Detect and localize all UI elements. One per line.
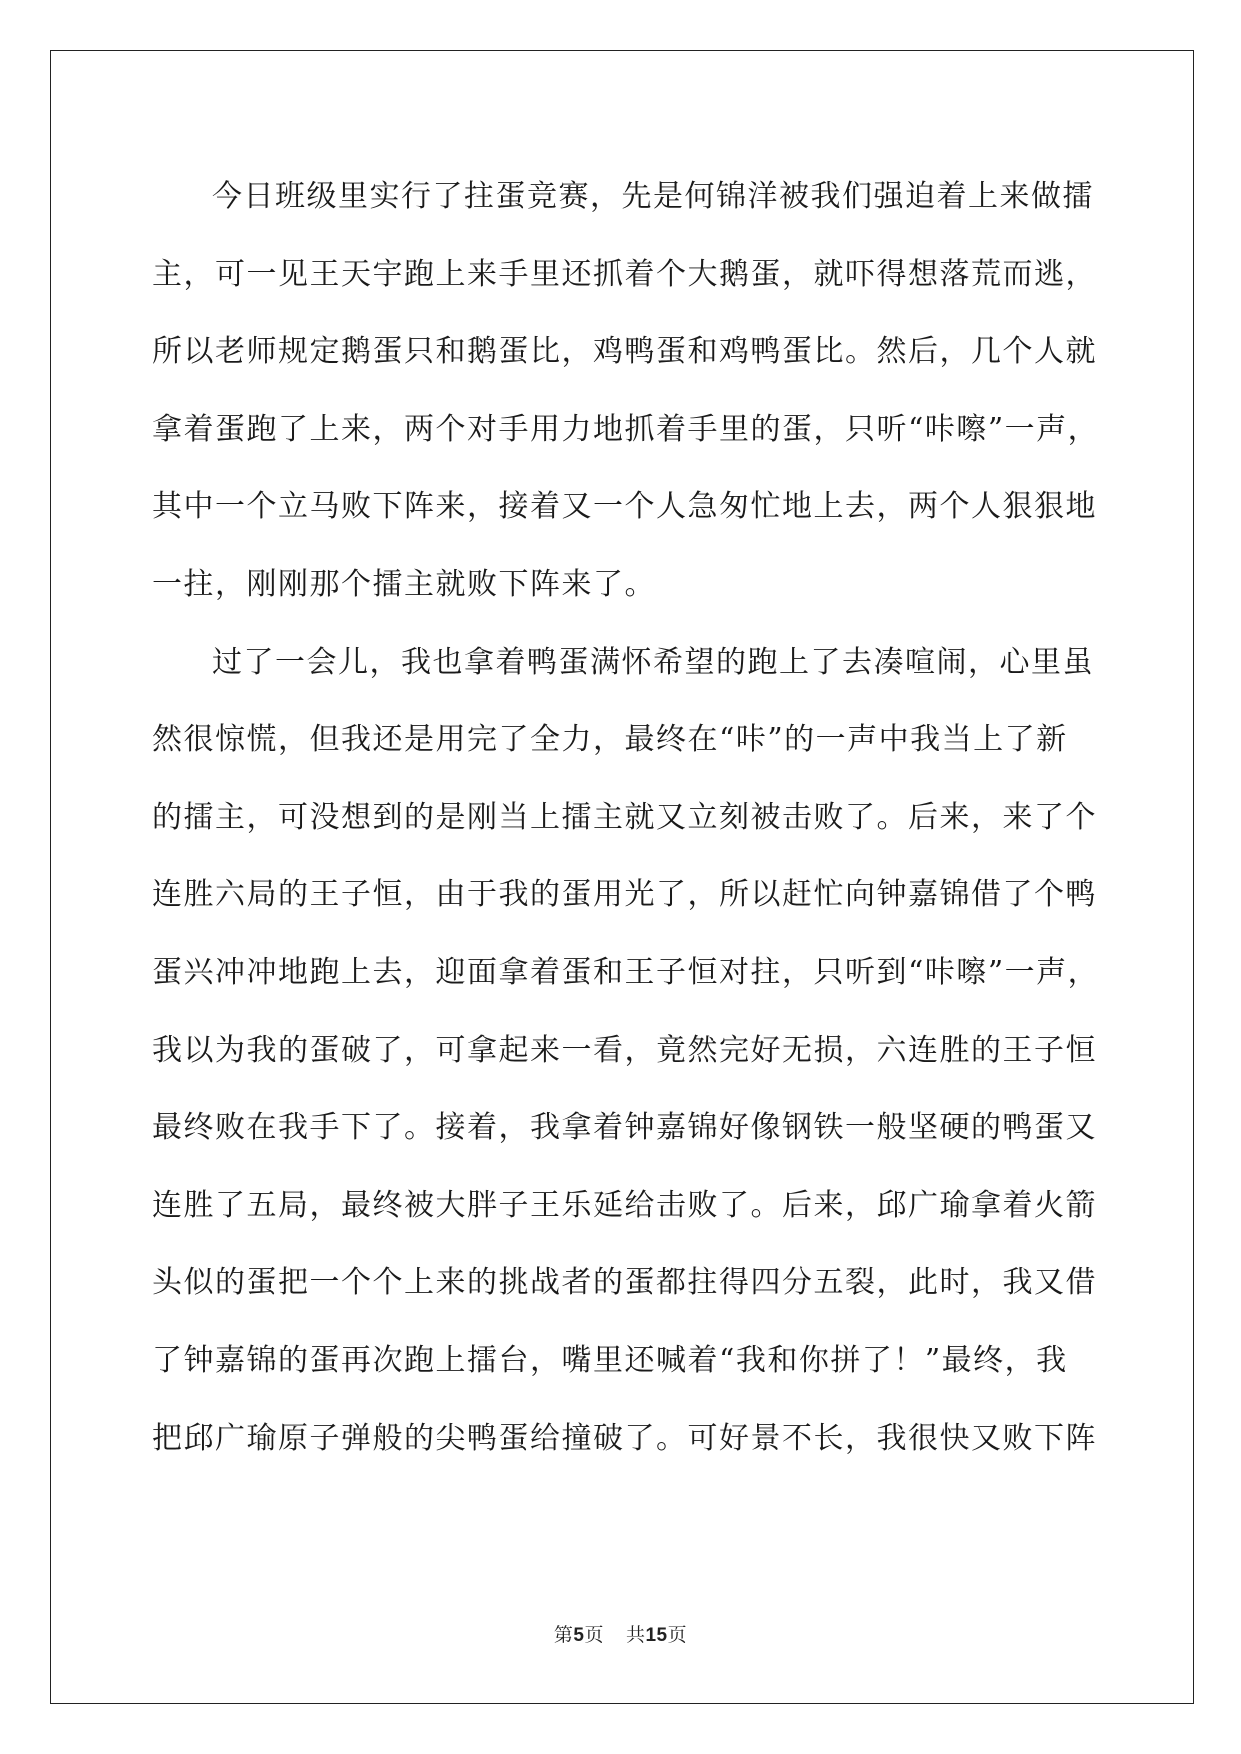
paragraph-2-line-7: 最终败在我手下了。接着，我拿着钟嘉锦好像钢铁一般坚硬的鸭蛋又 (152, 1110, 1097, 1146)
paragraph-2-line-8: 连胜了五局，最终被大胖子王乐延给击败了。后来，邱广瑜拿着火箭 (152, 1187, 1097, 1223)
paragraph-1-line-5: 其中一个立马败下阵来，接着又一个人急匆忙地上去，两个人狠狠地 (152, 489, 1097, 525)
document-body (152, 158, 1100, 1477)
paragraph-1-line-6: 一拄，刚刚那个擂主就败下阵来了。 (152, 566, 656, 602)
paragraph-2-line-11: 把邱广瑜原子弹般的尖鸭蛋给撞破了。可好景不长，我很快又败下阵 (152, 1420, 1097, 1456)
paragraph-2-line-5: 蛋兴冲冲地跑上去，迎面拿着蛋和王子恒对拄，只听到“咔嚓”一声， (152, 954, 1100, 990)
paragraph-1-line-2: 主，可一见王天宇跑上来手里还抓着个大鹅蛋，就吓得想落荒而逃， (152, 256, 1097, 292)
total-prefix: 共 (625, 1625, 646, 1646)
paragraph-2-line-10: 了钟嘉锦的蛋再次跑上擂台，嘴里还喊着“我和你拼了！”最终，我 (152, 1342, 1068, 1378)
paragraph-2-line-3: 的擂主，可没想到的是刚当上擂主就又立刻被击败了。后来，来了个 (152, 799, 1097, 835)
total-suffix: 页 (667, 1625, 688, 1646)
paragraph-1-line-4: 拿着蛋跑了上来，两个对手用力地抓着手里的蛋，只听“咔嚓”一声， (152, 411, 1100, 447)
total-pages: 15 (645, 1625, 668, 1646)
page-suffix: 页 (584, 1625, 604, 1646)
paragraph-2-line-2: 然很惊慌，但我还是用完了全力，最终在“咔”的一声中我当上了新 (152, 722, 1068, 758)
page-number: 5 (573, 1625, 585, 1646)
paragraph-1-line-1: 今日班级里实行了拄蛋竞赛，先是何锦洋被我们强迫着上来做擂 (212, 179, 1094, 214)
paragraph-2-line-6: 我以为我的蛋破了，可拿起来一看，竟然完好无损，六连胜的王子恒 (152, 1032, 1097, 1068)
page-prefix: 第 (553, 1625, 574, 1646)
paragraph-2-line-9: 头似的蛋把一个个上来的挑战者的蛋都拄得四分五裂，此时，我又借 (152, 1265, 1097, 1301)
page-footer (0, 1620, 1241, 1647)
paragraph-2-line-1: 过了一会儿，我也拿着鸭蛋满怀希望的跑上了去凑喧闹，心里虽 (212, 644, 1094, 680)
paragraph-1-line-3: 所以老师规定鹅蛋只和鹅蛋比，鸡鸭蛋和鸡鸭蛋比。然后，几个人就 (152, 334, 1097, 370)
paragraph-2-line-4: 连胜六局的王子恒，由于我的蛋用光了，所以赶忙向钟嘉锦借了个鸭 (152, 877, 1097, 913)
